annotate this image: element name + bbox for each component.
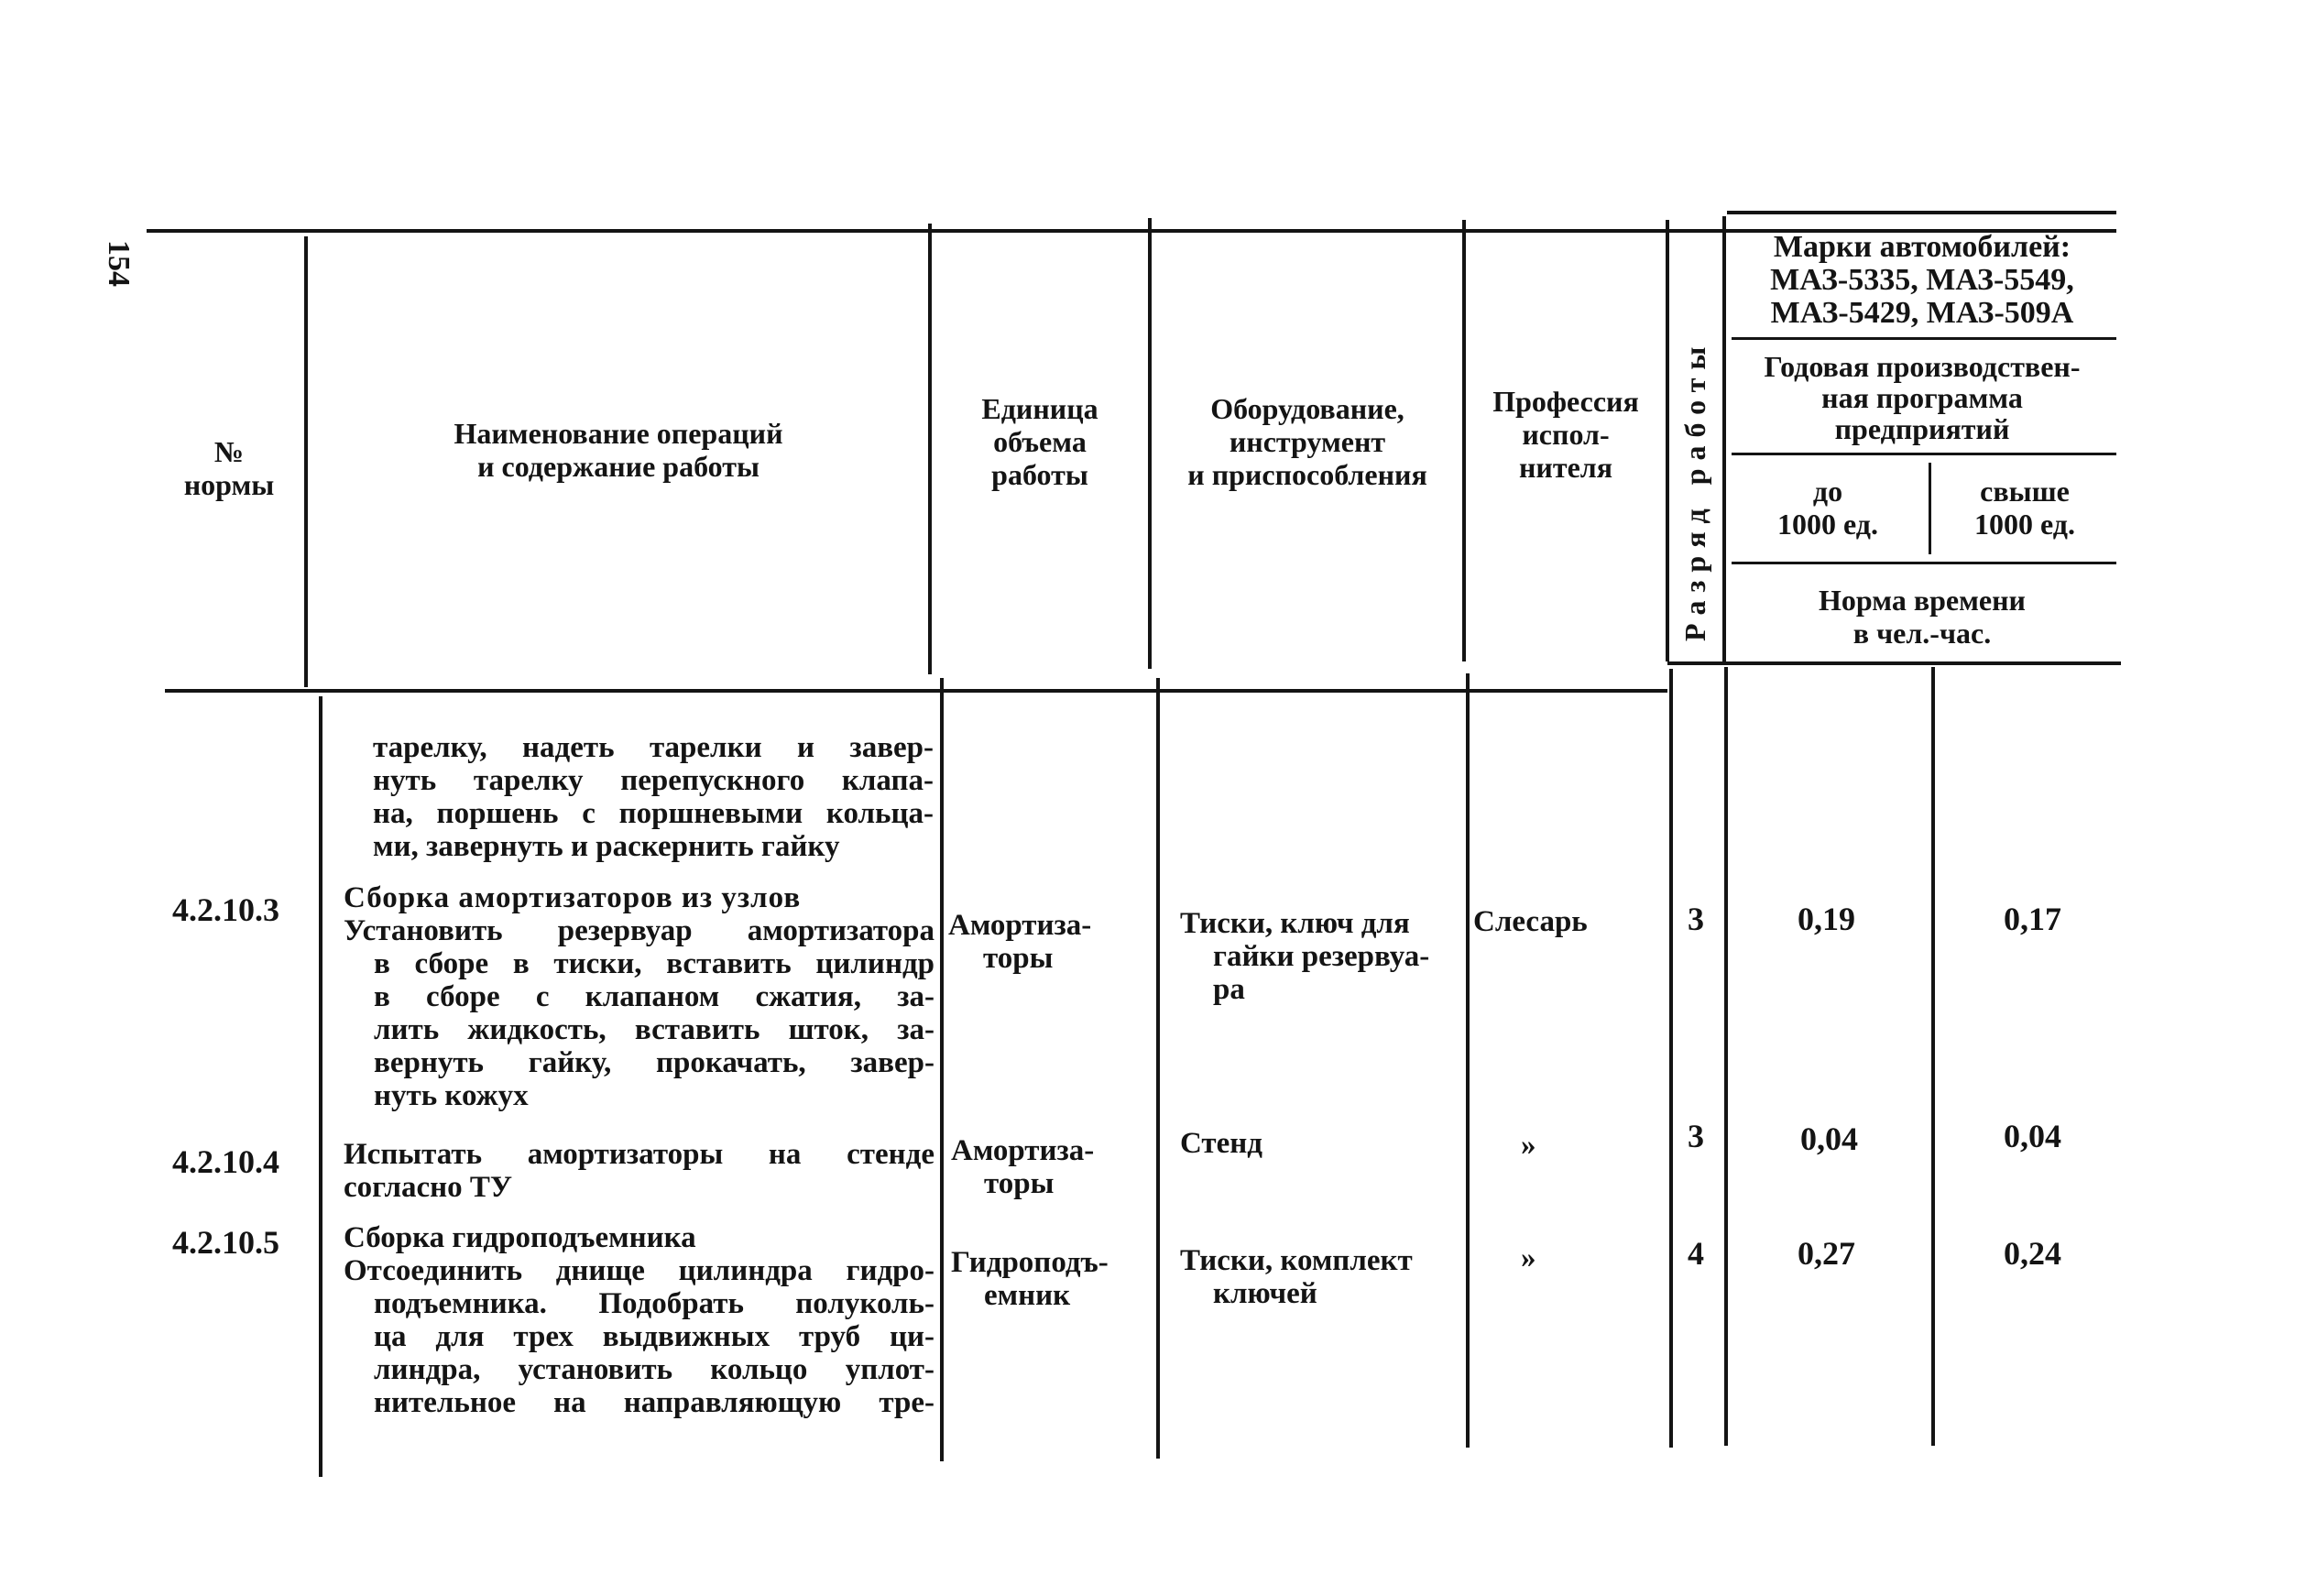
row-equipment-line: гайки резервуа- [1213,940,1430,973]
row-line: согласно ТУ [344,1171,513,1204]
row-equipment-line: Тиски, ключ для [1180,907,1410,940]
row-number: 4.2.10.5 [172,1224,279,1261]
col-rule-norm [1929,463,1931,554]
row-number: 4.2.10.3 [172,891,279,928]
row-description [344,881,934,1112]
header-name: Наименование операций и содержание работы [454,417,783,483]
row-line: вернуть гайку, прокачать, завер- [374,1046,934,1079]
body-rule-6 [1724,667,1728,1446]
row-line: Испытать амортизаторы на стенде [344,1138,934,1171]
row-unit-line: Амортиза- [951,1134,1095,1167]
row-line: лить жидкость, вставить шток, за- [374,1013,934,1046]
row-up-to: 0,04 [1800,1120,1858,1157]
body-rule-4 [1466,673,1470,1448]
row-profession: » [1521,1241,1536,1274]
row-line: Отсоединить днище цилиндра гидро- [344,1254,934,1287]
header-profession: Профессия испол- нителя [1492,385,1639,484]
row-over: 0,04 [2004,1118,2061,1154]
col-rule-1 [304,236,308,687]
header-unit: Единица объема работы [981,392,1098,491]
row-line: подъемника. Подобрать полуколь- [374,1287,934,1320]
row-line: Установить резервуар амортизатора [344,914,934,947]
row-profession: » [1521,1129,1536,1162]
header-bottom-rule [165,689,1667,693]
col-rule-3 [1148,218,1152,669]
row-equipment: Стенд [1180,1127,1262,1160]
row-unit-line: торы [984,1167,1055,1200]
row-grade: 3 [1688,1118,1704,1154]
header-bottom-rule-right [1667,661,2121,665]
row-equipment-line: Тиски, комплект [1180,1244,1413,1277]
row-equipment [1180,1244,1413,1310]
row-up-to: 0,27 [1798,1235,1855,1272]
body-rule-3 [1156,678,1160,1459]
row-number: 4.2.10.4 [172,1143,279,1180]
body-rule-1 [319,696,322,1477]
row-grade: 3 [1688,901,1704,937]
row-equipment [1180,907,1429,1006]
continuation-text [373,731,934,863]
row-profession: Слесарь [1473,905,1588,938]
body-rule-2 [940,678,944,1461]
header-up-to: до 1000 ед. [1777,475,1878,541]
page-number: 154 [102,240,136,287]
row-unit [951,1246,1109,1312]
program-rule [1732,453,2116,455]
brands-rule [1732,337,2116,340]
row-unit [951,1134,1094,1200]
row-title: Сборка амортизаторов из узлов [344,881,802,914]
header-norm: Норма времени в чел.-час. [1819,584,2026,650]
row-equipment-line: ключей [1213,1277,1317,1310]
row-line: нуть кожух [374,1079,529,1112]
row-line: нительное на направляющую тре- [374,1386,934,1419]
header-brands: Марки автомобилей: МАЗ-5335, МАЗ-5549, МАЗ-5429, МАЗ-509А [1770,230,2074,330]
header-equipment: Оборудование, инструмент и приспособления [1187,392,1427,491]
row-up-to: 0,19 [1798,901,1855,937]
row-over: 0,24 [2004,1235,2061,1272]
row-unit-line: емник [984,1279,1071,1312]
body-rule-5 [1669,669,1673,1448]
row-line: линдра, установить кольцо уплот- [374,1353,934,1386]
row-unit-line: торы [983,942,1054,975]
row-grade: 4 [1688,1235,1704,1272]
row-line: ца для трех выдвижных труб ци- [374,1320,934,1353]
header-no: № нормы [183,435,275,501]
body-rule-7 [1931,667,1935,1446]
continuation-line: тарелку, надеть тарелки и завер- [373,731,934,764]
row-line: в сборе в тиски, вставить цилиндр [374,947,934,980]
row-description [344,1221,934,1419]
header-over: свыше 1000 ед. [1974,475,2075,541]
row-unit-line: Гидроподъ- [951,1246,1109,1279]
col-rule-6 [1722,216,1726,661]
row-title: Сборка гидроподъемника [344,1221,696,1254]
col-rule-5 [1666,220,1669,661]
continuation-line: нуть тарелку перепускного клапа- [373,764,934,797]
row-equipment-line: ра [1213,973,1245,1006]
row-over: 0,17 [2004,901,2061,937]
row-unit-line: Амортиза- [948,909,1092,942]
header-grade: Разряд работы [1678,338,1711,641]
continuation-line: ми, завернуть и раскернить гайку [373,830,840,863]
row-line: в сборе с клапаном сжатия, за- [374,980,934,1013]
continuation-line: на, поршень с поршневыми кольца- [373,797,934,830]
header-program: Годовая производствен- ная программа предприятий [1764,350,2081,445]
row-unit [948,909,1091,975]
norm-rule [1732,562,2116,564]
row-description [344,1138,934,1204]
brands-top-rule [1727,211,2116,214]
